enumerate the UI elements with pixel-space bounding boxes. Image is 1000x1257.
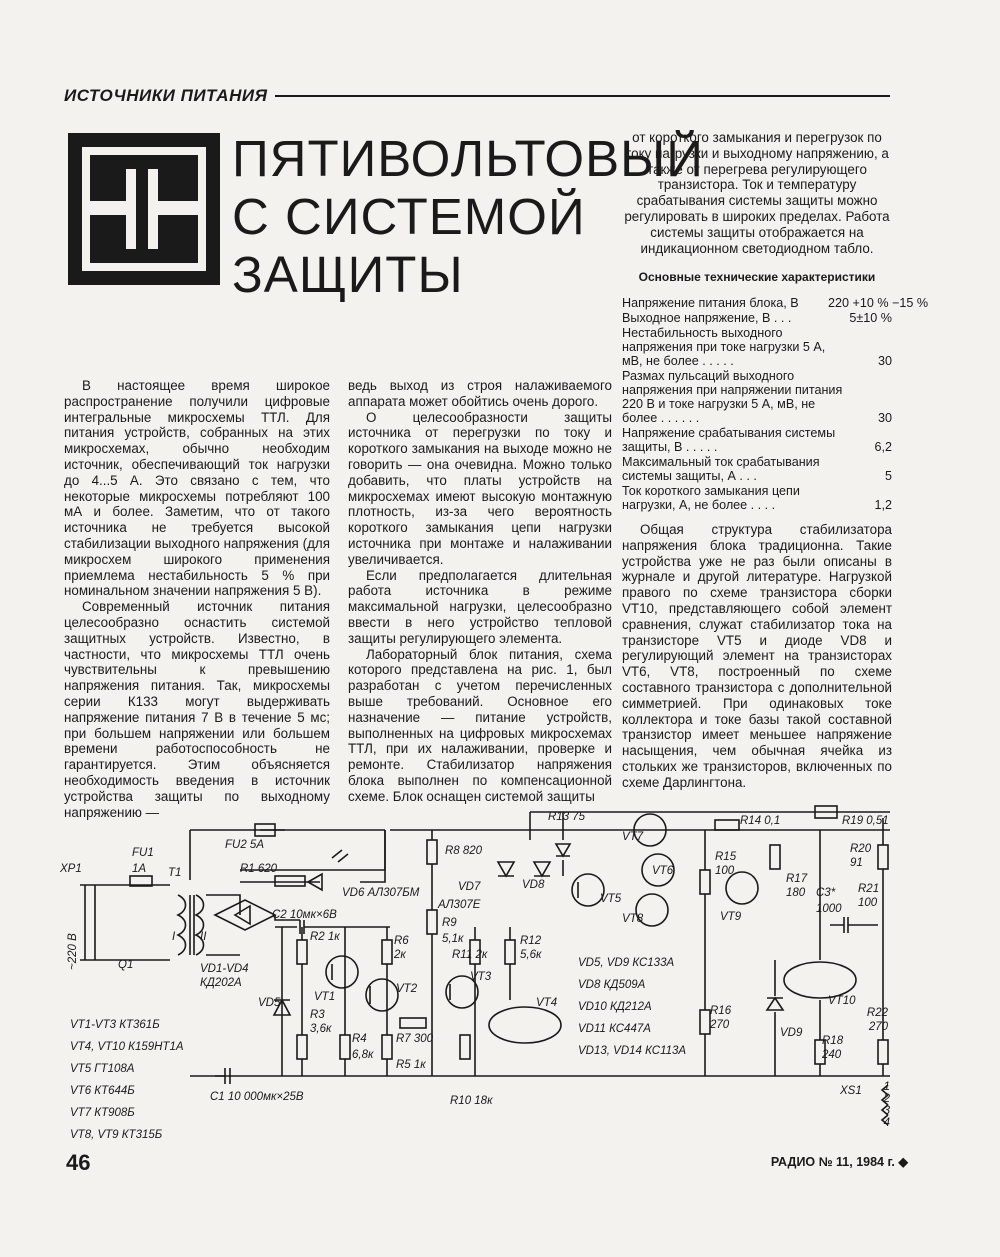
label-r12-value: 5,6к	[520, 949, 542, 961]
label-pin-2: 2	[883, 1093, 890, 1105]
section-label: ИСТОЧНИКИ ПИТАНИЯ	[64, 86, 268, 105]
spec-name: Ток короткого замыкания цепи нагрузки, А, не более . . . .	[622, 484, 800, 512]
label-r16-value: 270	[710, 1019, 730, 1031]
label-r6: R6	[394, 935, 409, 947]
section-header	[64, 84, 890, 108]
label-winding-2: II	[200, 931, 207, 943]
label-r5: R5 1к	[396, 1059, 426, 1071]
label-r11: R11 2к	[452, 949, 488, 961]
page-number: 46	[66, 1150, 91, 1175]
label-fu1: FU1	[132, 847, 154, 859]
label-c3: C3*	[816, 887, 836, 899]
label-pin-3: 3	[883, 1105, 890, 1117]
label-vd7: VD7	[458, 881, 481, 893]
title-line-3: ЗАЩИТЫ	[232, 246, 464, 303]
diode-list-item: VD11 КС447А	[578, 1023, 651, 1035]
label-r21-value: 100	[858, 897, 878, 909]
label-mains: ~220 В	[67, 933, 79, 970]
label-vd5: VD5	[258, 997, 281, 1009]
label-fu1-value: 1А	[132, 863, 147, 875]
spec-row	[622, 455, 892, 483]
parts-list-item: VT7 КТ908Б	[70, 1107, 135, 1119]
label-q1: Q1	[118, 959, 134, 971]
label-vd1-type: КД202А	[200, 977, 242, 989]
label-r12: R12	[520, 935, 542, 947]
label-r7: R7 300	[396, 1033, 434, 1045]
label-r15-value: 100	[715, 865, 735, 877]
parts-list-item: VT8, VT9 КТ315Б	[70, 1129, 163, 1140]
paragraph: от короткого замыкания и перегрузок по току нагрузки и выходному напряжению, а также от перегрева регулирующего транзистора. Ток и температуру срабатывания системы защиты можно регулировать в широких пределах. Работа системы защиты отображается на индикационном светодиодном табло.	[624, 130, 890, 256]
label-r18: R18	[822, 1035, 844, 1047]
section-rule	[275, 95, 890, 97]
label-vd9: VD9	[780, 1027, 803, 1039]
label-pin-1: 1	[883, 1081, 890, 1093]
spec-value: 30	[877, 411, 892, 425]
label-vt2: VT2	[396, 983, 418, 995]
column-3-bottom	[622, 522, 892, 791]
label-r22: R22	[866, 1007, 888, 1019]
paragraph: ведь выход из строя налаживаемого аппарата может обойтись очень дорого.	[348, 378, 612, 409]
column-3-top	[622, 130, 892, 256]
label-r6-value: 2к	[394, 949, 406, 961]
spec-name: Размах пульсаций выходного напряжения при напряжении питания 220 В и токе нагрузки 5 А, мВ, не более . . . . . .	[622, 369, 843, 425]
label-vt7: VT7	[622, 831, 644, 843]
label-r17: R17	[786, 873, 808, 885]
label-vt5: VT5	[600, 893, 622, 905]
label-c1: C1 10 000мк×25В	[210, 1091, 304, 1103]
spec-row	[622, 311, 892, 325]
label-r19: R19 0,51	[842, 815, 889, 827]
label-r4: R4	[352, 1033, 367, 1045]
label-fu2: FU2 5А	[225, 839, 264, 851]
spec-row	[622, 326, 892, 368]
paragraph: В настоящее время широкое распространение получили цифровые интегральные микросхемы ТТЛ. Для питания устройств, собранных на этих микросхемах, обычно необходим источник, обеспечивающий ток нагрузки до 4...5 А. Это связано с тем, что некоторые микросхемы потребляют 100 мА и более. Заметим, что от такого источника не требуется высокой стабилизации выходного напряжения (для микросхем широкого применения приемлема нестабильность 5 % при номинальном значении напряжения 5 В).	[64, 378, 330, 599]
spec-value: 5	[884, 469, 892, 483]
spec-row	[622, 484, 892, 512]
diode-list-item: VD5, VD9 КС133А	[578, 957, 675, 969]
label-r3-value: 3,6к	[310, 1023, 332, 1035]
spec-name: Напряжение питания блока, В	[622, 296, 799, 310]
title-line-2: С СИСТЕМОЙ	[232, 188, 586, 245]
spec-value: 220 +10 % −15 %	[828, 296, 929, 310]
parts-list-item: VT5 ГТ108А	[70, 1063, 135, 1075]
label-xp1: XP1	[60, 863, 82, 875]
label-r2: R2 1к	[310, 931, 340, 943]
spec-name: Выходное напряжение, В . . .	[622, 311, 792, 325]
label-r18-value: 240	[822, 1049, 842, 1061]
label-r20: R20	[850, 843, 872, 855]
label-r10: R10 18к	[450, 1095, 493, 1107]
label-r4-value: 6,8к	[352, 1049, 374, 1061]
label-r20-value: 91	[850, 857, 863, 869]
spec-name: Максимальный ток срабатывания системы защиты, А . . .	[622, 455, 820, 483]
label-vd7-type: АЛ307Е	[438, 899, 481, 911]
spec-row	[622, 369, 892, 425]
label-xs1: XS1	[840, 1085, 862, 1097]
label-t1: T1	[168, 867, 182, 879]
label-r14: R14 0,1	[740, 815, 781, 827]
parts-list-item: VT4, VT10 К159НТ1А	[70, 1041, 184, 1053]
label-vt6: VT6	[652, 865, 674, 877]
label-pin-4: 4	[883, 1117, 890, 1129]
spec-value: 30	[877, 354, 892, 368]
label-vt9: VT9	[720, 911, 742, 923]
spec-row	[622, 296, 929, 310]
label-vt3: VT3	[470, 971, 492, 983]
article-logo-icon	[68, 133, 220, 285]
label-r9-value: 5,1к	[442, 933, 464, 945]
label-r1: R1 620	[240, 863, 278, 875]
label-vd1: VD1-VD4	[200, 963, 249, 975]
title-line-1: ПЯТИВОЛЬТОВЫЙ	[232, 130, 704, 187]
label-r13: R13 75	[548, 811, 586, 823]
specs-title: Основные технические характеристики	[638, 270, 876, 284]
label-r17-value: 180	[786, 887, 806, 899]
label-vd6: VD6 АЛ307БМ	[342, 887, 420, 899]
label-vt10: VT10	[828, 995, 856, 1007]
paragraph: Общая структура стабилизатора напряжения блока традиционна. Такие устройства уже не раз были описаны в журнале и другой литературе. Нагрузкой правого по схеме транзисторa сборки VT10, представляющего собой элемент сравнения, служат стабилизатор тока на транзисторе VT5 и диоде VD8 и регулирующий элемент на транзисторах VT6, VT8, построенный по схеме составного транзистора с дополнительной симметрией. При одинаковых токе коллектора и токе базы такой составной транзистор имеет меньшее напряжение насыщения, чем обычная ячейка из стольких же транзисторов, включенных по схеме Дарлингтона.	[622, 522, 892, 790]
paragraph: Если предполагается длительная работа источника в режиме максимальной нагрузки, целесообразно ввести в него устройство тепловой защиты регулирующего элемента.	[348, 567, 612, 646]
issue-footer: РАДИО № 11, 1984 г. ◆	[770, 1155, 908, 1169]
label-r9: R9	[442, 917, 457, 929]
label-c3-value: 1000	[816, 903, 842, 915]
paragraph: Лабораторный блок питания, схема которого представлена на рис. 1, был разработан с учетом перечисленных выше требований. Основное его назначение — питание устройств, выполненных на цифровых микросхемах ТТЛ, при их налаживании, проверке и ремонте. Стабилизатор напряжения блока выполнен по компенсационной схеме. Блок оснащен системой защиты	[348, 646, 612, 804]
parts-list-item: VT1-VT3 КТ361Б	[70, 1019, 160, 1031]
spec-value: 1,2	[874, 498, 892, 512]
diode-list-item: VD13, VD14 КС113А	[578, 1045, 687, 1057]
label-r8: R8 820	[445, 845, 483, 857]
label-vt1: VT1	[314, 991, 336, 1003]
column-2	[348, 378, 612, 805]
diode-list-item: VD10 КД212А	[578, 1001, 652, 1013]
specs-table	[622, 270, 929, 512]
label-vt4: VT4	[536, 997, 558, 1009]
paragraph: Современный источник питания целесообразно оснастить системой защитных устройств. Известно, в частности, что микросхемы ТТЛ очень чувствительны к превышению напряжения питания. Так, микросхемы серии К133 могут выдерживать напряжение питания 7 В в течение 5 мс; при большем напряжении или большем времени работоспособность не гарантируется. Этим объясняется необходимость введения в источник устройства защиты по выходному напряжению —	[64, 599, 330, 820]
parts-list-item: VT6 КТ644Б	[70, 1085, 135, 1097]
label-c2: C2 10мк×6В	[272, 909, 337, 921]
label-winding-1: I	[172, 931, 176, 943]
label-r15: R15	[715, 851, 737, 863]
spec-name: Напряжение срабатывания системы защиты, В . . . . .	[622, 426, 836, 454]
label-r16: R16	[710, 1005, 732, 1017]
diode-list-item: VD8 КД509А	[578, 979, 646, 991]
label-r21: R21	[858, 883, 880, 895]
spec-name: Нестабильность выходного напряжения при токе нагрузки 5 А, мВ, не более . . . . .	[622, 326, 826, 368]
label-r22-value: 270	[868, 1021, 888, 1033]
label-vt8: VT8	[622, 913, 644, 925]
spec-row	[622, 426, 892, 454]
spec-value: 6,2	[874, 440, 892, 454]
article-title	[232, 130, 704, 304]
paragraph: О целесообразности защиты источника от перегрузки по току и короткого замыкания на выходе можно не говорить — она очевидна. Можно только добавить, что платы устройств на микросхемах имеют высокую монтажную плотность, из-за чего вероятность короткого замыкания цепи нагрузки источника при монтаже и налаживании увеличивается.	[348, 409, 612, 567]
spec-value: 5±10 %	[849, 311, 892, 325]
label-r3: R3	[310, 1009, 325, 1021]
label-vd8: VD8	[522, 879, 545, 891]
column-1	[64, 378, 330, 820]
schematic-labels	[60, 800, 890, 1140]
